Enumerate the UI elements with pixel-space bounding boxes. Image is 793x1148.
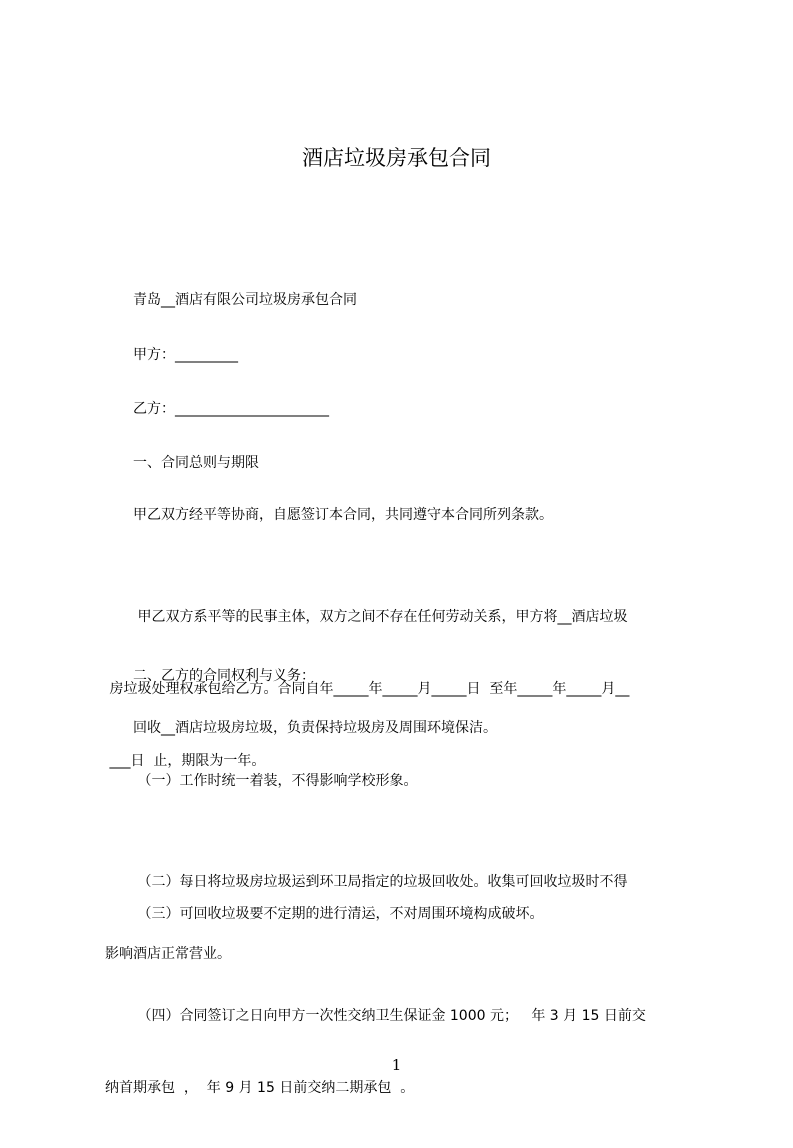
paragraph-duty: 回收__酒店垃圾房垃圾，负责保持垃圾房及周围环境保洁。: [105, 720, 497, 736]
paragraph-agreement: 甲乙双方经平等协商，自愿签订本合同，共同遵守本合同所列条款。: [105, 507, 553, 523]
section-one-heading: 一、合同总则与期限: [105, 455, 259, 471]
paragraph-line: 房垃圾处理权承包给乙方。合同自年_____年_____月_____日 至年_____年_____月__: [105, 681, 630, 697]
paragraph-line: （二）每日将垃圾房垃圾运到环卫局指定的垃圾回收处。收集可回收垃圾时不得: [105, 874, 628, 890]
clause-three: （三）可回收垃圾要不定期的进行清运，不对周围环境构成破坏。: [105, 906, 544, 922]
page-number: 1: [391, 1056, 402, 1074]
party-b-line: 乙方：______________________: [105, 401, 329, 417]
document-title: 酒店垃圾房承包合同: [302, 146, 491, 170]
paragraph-line: ___日 止，期限为一年。: [105, 753, 266, 769]
section-two-heading: 二、乙方的合同权利与义务：: [105, 668, 315, 684]
paragraph-line: 甲乙双方系平等的民事主体，双方之间不存在任何劳动关系，甲方将__酒店垃圾: [105, 609, 628, 625]
clause-four: [105, 956, 705, 1148]
contract-heading-line: 青岛__酒店有限公司垃圾房承包合同: [105, 292, 357, 308]
paragraph-line: 纳首期承包 ， 年 9 月 15 日前交纳二期承包 。: [105, 1080, 415, 1096]
clause-one: （一）工作时统一着装，不得影响学校形象。: [105, 773, 418, 789]
party-a-line: 甲方：_________: [105, 347, 238, 363]
paragraph-line: （四）合同签订之日向甲方一次性交纳卫生保证金 1000 元； 年 3 月 15 日前交: [105, 1008, 646, 1024]
paragraph-line: 影响酒店正常营业。: [105, 946, 231, 962]
